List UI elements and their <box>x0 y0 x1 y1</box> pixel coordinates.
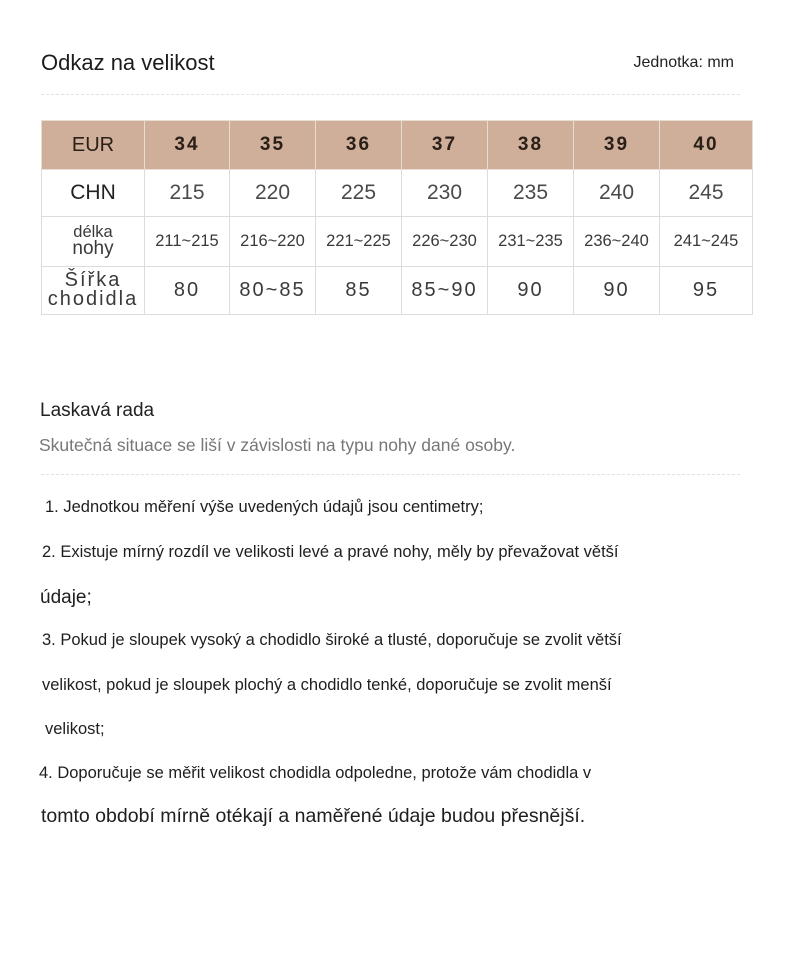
tip-line: 4. Doporučuje se měřit velikost chodidla odpoledne, protože vám chodidla v <box>39 764 592 782</box>
page-title: Odkaz na velikost <box>41 50 215 75</box>
chn-cell: 215 <box>145 170 230 217</box>
tip-line: velikost, pokud je sloupek plochý a chodidlo tenké, doporučuje se zvolit menší <box>42 676 612 694</box>
length-label <box>42 217 145 266</box>
width-cell: 80~85 <box>230 266 316 314</box>
width-row <box>42 266 753 314</box>
width-label-line1: Šířka <box>64 269 122 292</box>
chn-cell: 225 <box>316 170 402 217</box>
eur-cell: 40 <box>660 121 753 170</box>
tips-title: Laskavá rada <box>40 400 155 421</box>
chn-cell: 220 <box>230 170 316 217</box>
eur-label: EUR <box>42 121 145 170</box>
width-cell: 80 <box>145 266 230 314</box>
length-cell: 226~230 <box>402 217 488 266</box>
eur-cell: 39 <box>574 121 660 170</box>
chn-cell: 245 <box>660 170 753 217</box>
length-cell: 211~215 <box>145 217 230 266</box>
chn-label: CHN <box>42 170 145 217</box>
width-cell: 90 <box>574 266 660 314</box>
length-cell: 241~245 <box>660 217 753 266</box>
tip-line: 2. Existuje mírný rozdíl ve velikosti levé a pravé nohy, měly by převažovat větší <box>42 543 619 561</box>
chn-row <box>42 170 753 217</box>
width-label-line2: chodidla <box>47 288 139 311</box>
length-cell: 231~235 <box>488 217 574 266</box>
eur-cell: 35 <box>230 121 316 170</box>
tip-line: tomto období mírně otékají a naměřené údaje budou přesnější. <box>41 805 586 827</box>
size-table <box>41 120 753 315</box>
tip-line: údaje; <box>40 587 92 608</box>
length-label-line2: nohy <box>72 238 114 260</box>
eur-row <box>42 121 753 170</box>
tip-line: 1. Jednotkou měření výše uvedených údajů jsou centimetry; <box>45 498 484 516</box>
width-cell: 85~90 <box>402 266 488 314</box>
tips-subtitle: Skutečná situace se liší v závislosti na typu nohy dané osoby. <box>39 435 516 455</box>
tip-line: velikost; <box>45 720 105 738</box>
length-label-line1: délka <box>73 222 113 241</box>
length-row <box>42 217 753 266</box>
width-cell: 90 <box>488 266 574 314</box>
tip-line: 3. Pokud je sloupek vysoký a chodidlo široké a tlusté, doporučuje se zvolit větší <box>42 631 622 649</box>
chn-cell: 230 <box>402 170 488 217</box>
eur-cell: 38 <box>488 121 574 170</box>
eur-cell: 34 <box>145 121 230 170</box>
chn-cell: 240 <box>574 170 660 217</box>
length-cell: 236~240 <box>574 217 660 266</box>
unit-label: Jednotka: mm <box>633 54 734 71</box>
width-label <box>42 266 145 314</box>
chn-cell: 235 <box>488 170 574 217</box>
length-cell: 221~225 <box>316 217 402 266</box>
eur-cell: 37 <box>402 121 488 170</box>
divider <box>41 94 740 95</box>
divider <box>41 474 740 475</box>
width-cell: 85 <box>316 266 402 314</box>
eur-cell: 36 <box>316 121 402 170</box>
width-cell: 95 <box>660 266 753 314</box>
length-cell: 216~220 <box>230 217 316 266</box>
